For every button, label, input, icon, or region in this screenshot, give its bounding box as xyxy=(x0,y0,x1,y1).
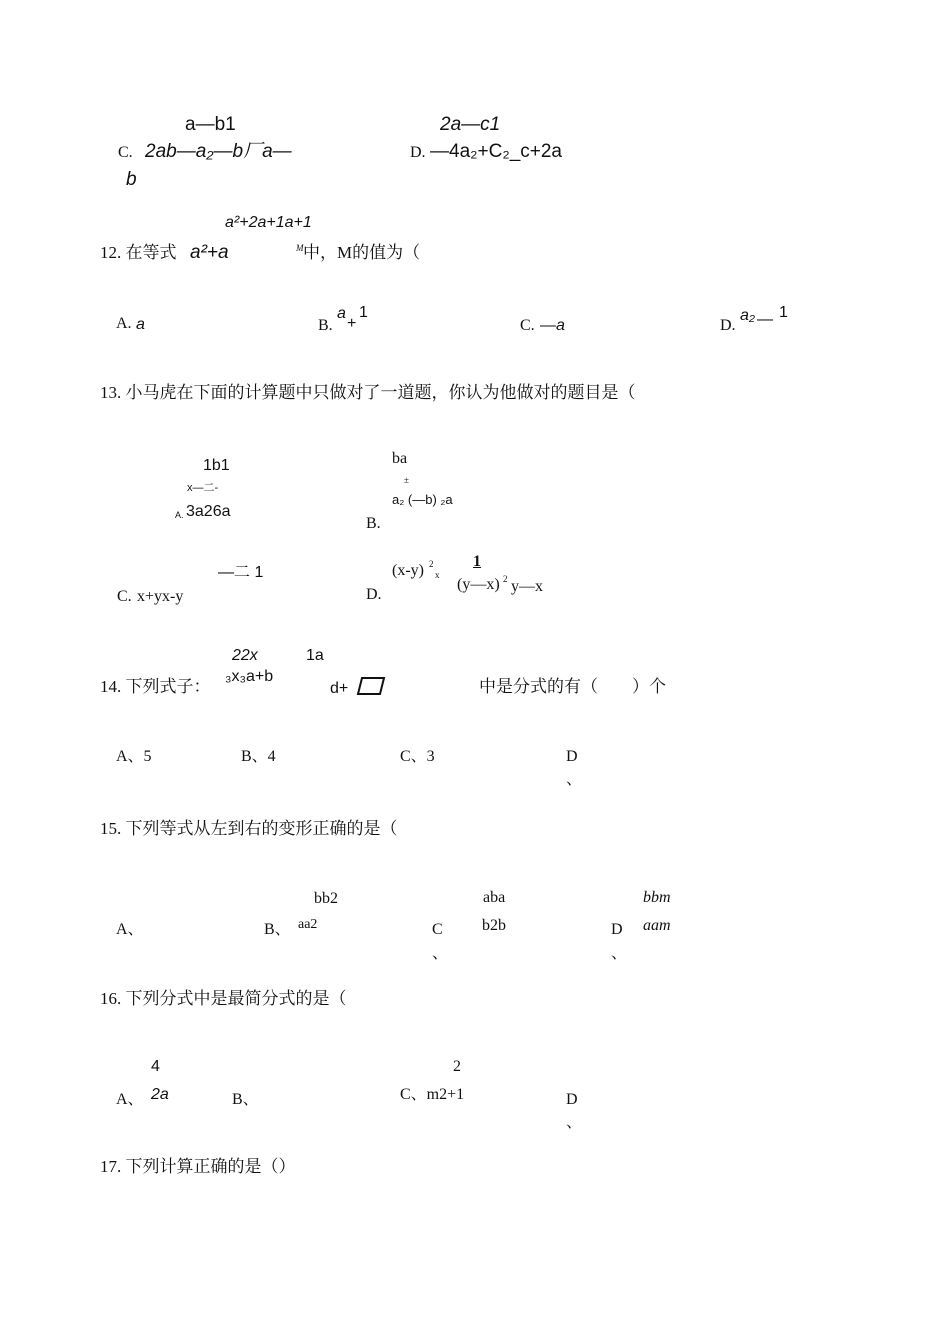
q11-d-numerator: 2a—c1 xyxy=(440,114,501,135)
q16-a-bottom: 2a xyxy=(151,1086,169,1103)
q16-d-label: D xyxy=(566,1091,578,1108)
q11-c-numerator: a—b1 xyxy=(185,114,236,135)
q13-stem: 13. 小马虎在下面的计算题中只做对了一道题，你认为他做对的题目是（ xyxy=(100,383,636,402)
q14-frag2: d+ xyxy=(330,680,349,697)
q12-option-d-dash: — xyxy=(757,311,773,328)
q13-c-label: C. xyxy=(117,588,132,605)
q15-b-bottom: aa2 xyxy=(298,917,318,932)
q14-option-a: A、5 xyxy=(116,748,152,765)
q12-stem-expression: a²+a xyxy=(190,242,229,263)
q14-option-d-mark: 、 xyxy=(566,771,583,788)
q11-c-denominator-cont: b xyxy=(126,169,137,190)
q15-a-label: A、 xyxy=(116,921,144,938)
q11-d-denominator: —4a₂+C₂_c+2a xyxy=(430,141,562,162)
q12-option-a-label: A. xyxy=(116,315,132,332)
q15-d-top: bbm xyxy=(643,889,671,906)
q15-d-bottom: aam xyxy=(643,917,671,934)
q15-c-top: aba xyxy=(483,889,506,906)
q14-option-b: B、4 xyxy=(241,748,276,765)
q14-option-c: C、3 xyxy=(400,748,435,765)
q14-stem: 14. 下列式子： xyxy=(100,677,211,696)
q12-option-d-label: D. xyxy=(720,317,736,334)
q15-b-label: B、 xyxy=(264,921,291,938)
q13-d-left: (x-y) xyxy=(392,562,424,579)
q15-d-mark: 、 xyxy=(611,945,628,962)
q14-option-d: D xyxy=(566,748,578,765)
q16-b-label: B、 xyxy=(232,1091,259,1108)
q13-a-line2: x—二- xyxy=(187,482,219,494)
q16-c-top: 2 xyxy=(453,1058,461,1075)
q14-stem-tail: 中是分式的有（ ）个 xyxy=(479,677,666,696)
q13-b-dot: ± xyxy=(404,475,409,485)
q16-c-label: C、m2+1 xyxy=(400,1086,465,1103)
q13-d-one: 1 xyxy=(473,553,481,570)
q12-stem-tail: 中，M的值为（ xyxy=(303,243,421,262)
q13-c-top: —二 1 xyxy=(218,564,264,581)
q13-a-label: A. xyxy=(175,510,184,520)
q13-d-right: (y—x) xyxy=(457,576,500,593)
q13-d-sup2: 2 xyxy=(503,574,508,584)
q15-c-label: C xyxy=(432,921,443,938)
q12-option-b-plus: + xyxy=(347,315,357,332)
q12-option-d-value: a₂ xyxy=(740,307,755,324)
q13-b-line2: a₂ (—b) ₂a xyxy=(392,492,453,507)
q12-option-c-value: —a xyxy=(540,317,565,334)
q13-a-line1: 1b1 xyxy=(203,457,230,474)
q13-d-sup: 2 xyxy=(429,559,434,569)
q11-c-label: C. xyxy=(118,144,133,161)
q16-d-mark: 、 xyxy=(566,1114,583,1131)
q15-c-bottom: b2b xyxy=(482,917,506,934)
q12-stem: 12. 在等式 xyxy=(100,243,177,262)
q16-a-top: 4 xyxy=(151,1058,160,1075)
q14-expr2: 1a xyxy=(306,647,324,664)
q15-d-label: D xyxy=(611,921,623,938)
q14-expr1: 22x xyxy=(232,647,258,664)
q12-expression-top: a²+2a+1a+1 xyxy=(225,214,312,231)
parallelogram-icon xyxy=(356,676,386,696)
q12-option-b-one: 1 xyxy=(359,304,368,321)
q15-stem: 15. 下列等式从左到右的变形正确的是（ xyxy=(100,819,398,838)
q12-stem-m: M xyxy=(296,243,304,253)
q16-stem: 16. 下列分式中是最简分式的是（ xyxy=(100,989,347,1008)
q13-d-x: x xyxy=(435,570,440,580)
q11-c-denominator: 2ab—a₂—b厂a— xyxy=(145,141,292,162)
q15-b-top: bb2 xyxy=(314,890,338,907)
q17-stem: 17. 下列计算正确的是（） xyxy=(100,1157,296,1176)
q14-frag1: ₃x₃a+b xyxy=(225,668,274,685)
q12-option-d-one: 1 xyxy=(779,304,788,321)
q12-option-c-label: C. xyxy=(520,317,535,334)
q12-option-a-value: a xyxy=(136,316,145,333)
q16-a-label: A、 xyxy=(116,1091,144,1108)
q12-option-b-label: B. xyxy=(318,317,333,334)
q13-b-line1: ba xyxy=(392,450,408,467)
q12-option-b-value: a xyxy=(337,305,346,322)
q13-d-tail: y—x xyxy=(511,578,543,595)
q13-b-label: B. xyxy=(366,515,381,532)
q13-d-label: D. xyxy=(366,586,382,603)
q13-c-main: x+yx-y xyxy=(137,588,184,605)
q11-d-label: D. xyxy=(410,144,426,161)
q13-a-line3: 3a26a xyxy=(186,503,231,520)
q15-c-mark: 、 xyxy=(432,945,449,962)
